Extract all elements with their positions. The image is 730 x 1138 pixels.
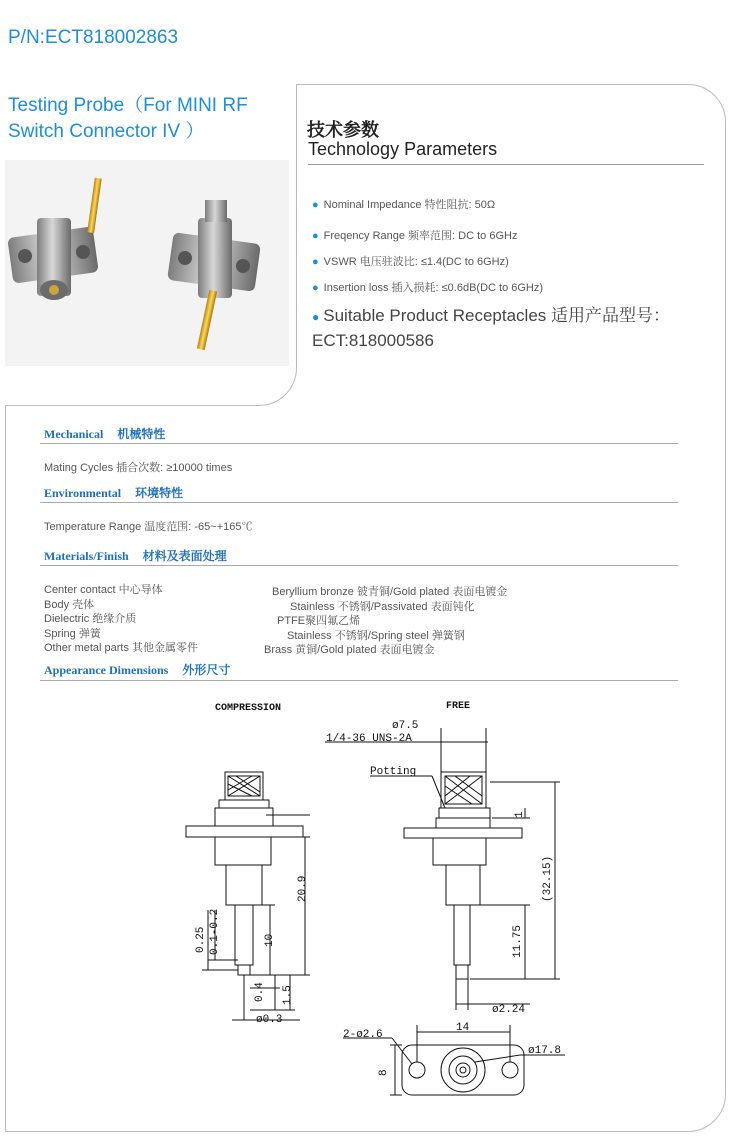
free-label: FREE xyxy=(446,701,471,712)
mating-cycles: Mating Cycles 插合次数: ≥10000 times xyxy=(44,462,233,474)
dim-10: 10 xyxy=(264,933,276,947)
receptacle-model: ECT:818000586 xyxy=(312,331,434,350)
spec-item: ● Nominal Impedance 特性阻抗: 50Ω xyxy=(312,199,496,211)
material-value: Stainless 不锈钢/Passivated 表面钝化 xyxy=(290,600,475,613)
free-probe xyxy=(325,728,560,1010)
dim-20-9: 20.9 xyxy=(297,875,309,902)
dim-holes: 2-ø2.6 xyxy=(343,1029,383,1041)
spec-item: ● Freqency Range 频率范围: DC to 6GHz xyxy=(312,230,518,242)
section-divider xyxy=(40,565,678,566)
material-value: PTFE聚四氟乙烯 xyxy=(277,615,361,627)
dimension-drawing xyxy=(0,690,730,1110)
potting-label: Potting xyxy=(370,766,417,778)
materials-parts xyxy=(44,583,198,656)
material-value: Beryllium bronze 铍青铜/Gold plated 表面电镀金 xyxy=(272,586,508,598)
bullet-icon: ● xyxy=(312,199,319,211)
material-value: Stainless 不锈钢/Spring steel 弹簧钢 xyxy=(287,629,465,642)
section-mechanical: Mechanical 机械特性 xyxy=(44,427,166,441)
section-materials: Materials/Finish 材料及表面处理 xyxy=(44,549,227,563)
section-divider xyxy=(40,680,678,681)
temperature-range: Temperature Range 温度范围: -65~+165℃ xyxy=(44,521,253,533)
dim-d2-24: ø2.24 xyxy=(492,1004,526,1016)
bullet-icon: ● xyxy=(312,310,320,324)
bullet-icon: ● xyxy=(312,282,319,294)
dim-14: 14 xyxy=(456,1022,470,1034)
dim-0-4: 0.4 xyxy=(254,982,266,1002)
bullet-icon: ● xyxy=(312,230,319,242)
material-part: Spring 弹簧 xyxy=(44,627,101,640)
section-divider xyxy=(40,502,678,503)
material-part: Body 壳体 xyxy=(44,598,95,611)
dim-d7-5: ø7.5 xyxy=(392,720,419,732)
dim-0-25: 0.25 xyxy=(195,926,207,953)
dim-8: 8 xyxy=(378,1069,390,1076)
dim-1-5: 1.5 xyxy=(282,985,294,1005)
material-part: Center contact 中心导体 xyxy=(44,584,163,596)
product-photo xyxy=(5,160,289,366)
compression-label: COMPRESSION xyxy=(215,703,282,714)
spec-item: ● Insertion loss 插入损耗: ≤0.6dB(DC to 6GHz) xyxy=(312,282,544,294)
dim-d0-3: ø0.3 xyxy=(256,1014,283,1026)
dim-1: 1 xyxy=(514,811,526,818)
material-value: Brass 黄铜/Gold plated 表面电镀金 xyxy=(264,644,435,656)
section-appearance: Appearance Dimensions 外形尺寸 xyxy=(44,663,231,677)
receptacle-spec: ● Suitable Product Receptacles 适用产品型号： ECT:818000586 xyxy=(312,306,670,350)
dim-11-75: 11.75 xyxy=(512,924,524,958)
bullet-icon: ● xyxy=(312,256,319,268)
section-divider xyxy=(40,443,678,444)
dim-d17-8: ø17.8 xyxy=(528,1045,562,1057)
section-environmental: Environmental 环境特性 xyxy=(44,486,184,500)
product-title-line1: Testing Probe（For MINI RF xyxy=(8,95,248,116)
product-title xyxy=(8,93,248,145)
material-part: Other metal parts 其他金属零件 xyxy=(44,642,199,654)
product-title-line2: Switch Connector IV ） xyxy=(8,121,205,142)
dim-0-1-0-2: 0.1-0.2 xyxy=(209,908,221,955)
thread-spec: 1/4-36 UNS-2A xyxy=(326,733,412,745)
part-number: P/N:ECT818002863 xyxy=(8,27,179,48)
tech-title-cn: 技术参数 xyxy=(307,120,379,141)
tech-divider xyxy=(308,164,704,165)
material-part: Dielectric 绝缘介质 xyxy=(44,613,137,625)
spec-item: ● VSWR 电压驻波比: ≤1.4(DC to 6GHz) xyxy=(312,256,509,268)
tech-title-en: Technology Parameters xyxy=(308,139,498,159)
dim-total-length: (32.15) xyxy=(542,855,554,902)
compression-probe xyxy=(186,772,310,1020)
